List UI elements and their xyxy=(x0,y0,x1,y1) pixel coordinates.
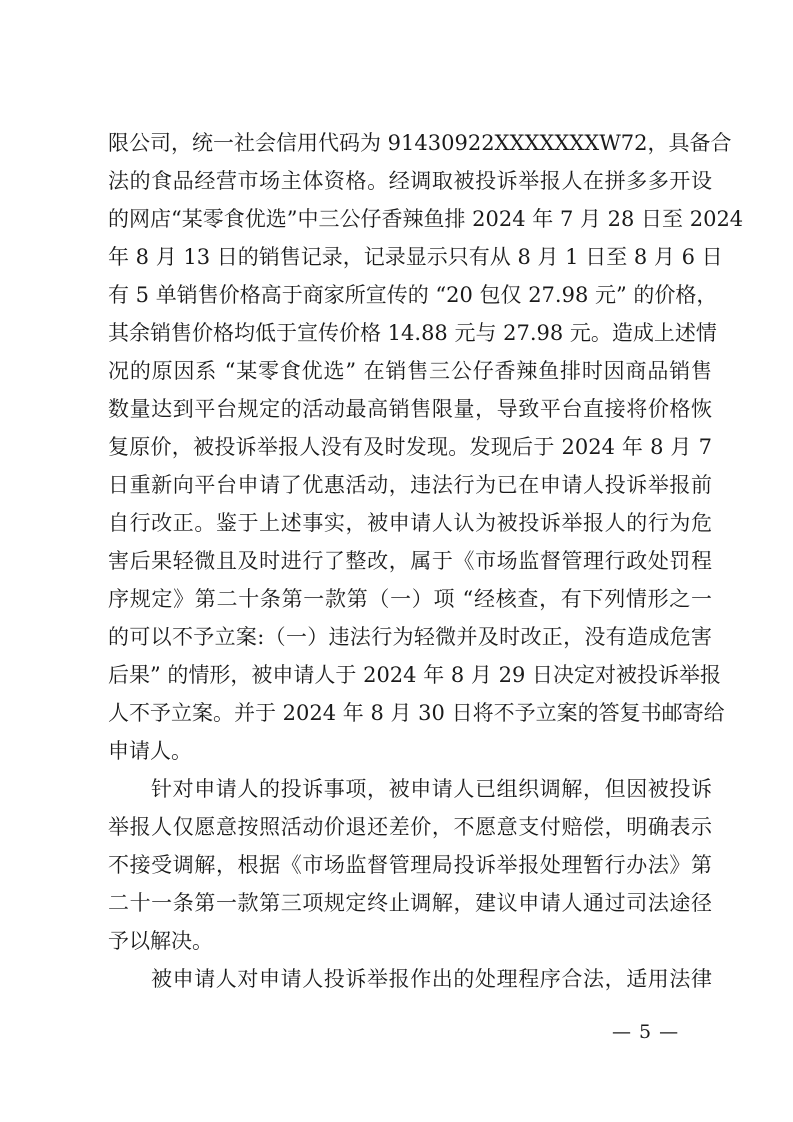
text-line: 法的食品经营市场主体资格。经调取被投诉举报人在拼多多开设 xyxy=(108,169,712,193)
paragraph-1 xyxy=(108,124,744,770)
text-line: 二十一条第一款第三项规定终止调解，建议申请人通过司法途径 xyxy=(108,891,712,915)
text-line: 有 5 单销售价格高于商家所宣传的 “20 包仅 27.98 元” 的价格， xyxy=(108,283,718,307)
text-line: 予以解决。 xyxy=(108,929,213,953)
text-line: 年 8 月 13 日的销售记录，记录显示只有从 8 月 1 日至 8 月 6 日 xyxy=(108,245,723,269)
text-line: 不接受调解，根据《市场监督管理局投诉举报处理暂行办法》第 xyxy=(108,853,712,877)
text-line: 举报人仅愿意按照活动价退还差价，不愿意支付赔偿，明确表示 xyxy=(108,815,712,839)
document-body xyxy=(108,124,744,998)
paragraph-2 xyxy=(108,770,712,960)
text-line: 针对申请人的投诉事项，被申请人已组织调解，但因被投诉 xyxy=(151,777,712,801)
text-line: 后果” 的情形，被申请人于 2024 年 8 月 29 日决定对被投诉举报 xyxy=(108,663,721,687)
text-line: 数量达到平台规定的活动最高销售限量，导致平台直接将价格恢 xyxy=(108,397,712,421)
text-line: 人不予立案。并于 2024 年 8 月 30 日将不予立案的答复书邮寄给 xyxy=(108,701,725,725)
text-line: 自行改正。鉴于上述事实，被申请人认为被投诉举报人的行为危 xyxy=(108,511,712,535)
page-number: — 5 — xyxy=(612,1021,680,1043)
paragraph-3 xyxy=(108,960,712,998)
text-line: 复原价，被投诉举报人没有及时发现。发现后于 2024 年 8 月 7 xyxy=(108,435,712,459)
text-line: 被申请人对申请人投诉举报作出的处理程序合法，适用法律 xyxy=(151,967,712,991)
text-line: 的网店“某零食优选”中三公仔香辣鱼排 2024 年 7 月 28 日至 2024 xyxy=(108,207,744,231)
text-line: 害后果轻微且及时进行了整改，属于《市场监督管理行政处罚程 xyxy=(108,549,712,573)
text-line: 申请人。 xyxy=(108,739,192,763)
text-line: 其余销售价格均低于宣传价格 14.88 元与 27.98 元。造成上述情 xyxy=(108,321,717,345)
text-line: 序规定》第二十条第一款第（一）项 “经核查，有下列情形之一 xyxy=(108,587,712,611)
text-line: 况的原因系 “某零食优选” 在销售三公仔香辣鱼排时因商品销售 xyxy=(108,359,712,383)
text-line: 的可以不予立案:（一）违法行为轻微并及时改正，没有造成危害 xyxy=(108,625,712,649)
text-line: 日重新向平台申请了优惠活动，违法行为已在申请人投诉举报前 xyxy=(108,473,712,497)
text-line: 限公司，统一社会信用代码为 91430922XXXXXXXW72，具备合 xyxy=(108,131,732,155)
